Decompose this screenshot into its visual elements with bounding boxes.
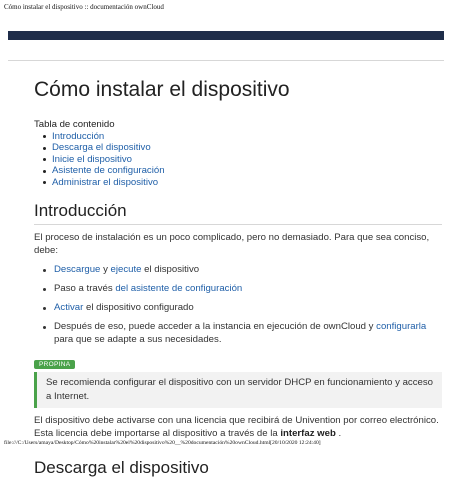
- toc-list: [34, 131, 442, 189]
- list-item: Paso a través del asistente de configuración: [54, 283, 442, 296]
- page-title: Cómo instalar el dispositivo: [34, 78, 290, 101]
- license-paragraph: El dispositivo debe activarse con una licencia que recibirá de Univention por correo electrónico. Esta licencia debe importarse al dispositivo a través de la interfaz web .: [34, 415, 439, 439]
- link-ejecute[interactable]: ejecute: [110, 264, 142, 276]
- toc-item-inicie[interactable]: Inicie el dispositivo: [52, 154, 442, 166]
- print-footer: file:///C:/Users/amaya/Desktop/Cómo%20instalar%20el%20dispositivo%20__%20documentación%20ownCloud.html[20/10/2020 12:24:40]: [4, 440, 321, 446]
- site-top-bar: [8, 31, 444, 40]
- toc-item-asistente[interactable]: Asistente de configuración: [52, 165, 442, 177]
- link-asistente[interactable]: del asistente de configuración: [115, 283, 243, 295]
- link-configurarla[interactable]: configurarla: [376, 321, 427, 333]
- section-title-introduccion: Introducción: [34, 201, 127, 220]
- print-header: Cómo instalar el dispositivo :: documentación ownCloud: [4, 3, 164, 11]
- tip-text: Se recomienda configurar el dispositivo con un servidor DHCP en funcionamiento y acceso a Internet.: [46, 377, 433, 403]
- list-item: Descargue y ejecute el dispositivo: [54, 264, 442, 277]
- interfaz-web-text: interfaz web: [280, 427, 336, 439]
- main-content: [34, 78, 442, 478]
- section-divider: [34, 224, 442, 225]
- steps-list: [34, 264, 442, 346]
- toc-item-descarga[interactable]: Descarga el dispositivo: [52, 142, 442, 154]
- intro-paragraph: El proceso de instalación es un poco complicado, pero no demasiado. Para que sea conciso, debe:: [34, 232, 430, 256]
- list-item: Activar el dispositivo configurado: [54, 302, 442, 315]
- toc-item-introduccion[interactable]: Introducción: [52, 131, 442, 143]
- section-title-descarga: Descarga el dispositivo: [34, 458, 209, 478]
- link-descargue[interactable]: Descargue: [54, 264, 101, 276]
- tip-badge: PROPINA: [34, 360, 75, 369]
- list-item: Después de eso, puede acceder a la instancia en ejecución de ownCloud y configurarla para que se adapte a sus necesidades.: [54, 321, 442, 346]
- top-divider: [8, 60, 444, 61]
- table-of-contents: [34, 119, 442, 188]
- link-activar[interactable]: Activar: [54, 302, 84, 314]
- toc-heading: Tabla de contenido: [34, 119, 115, 130]
- toc-item-administrar[interactable]: Administrar el dispositivo: [52, 177, 442, 189]
- tip-box: [34, 372, 442, 408]
